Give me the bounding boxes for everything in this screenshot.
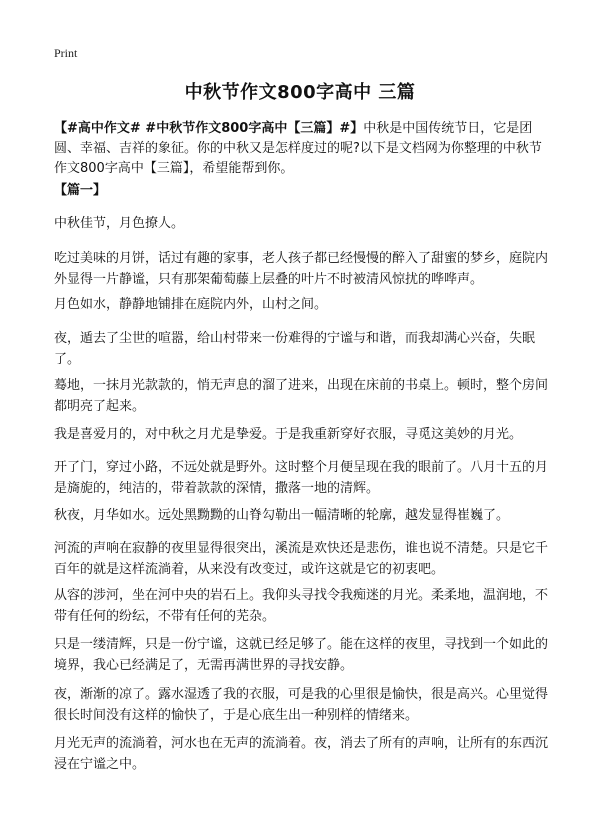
paragraph: 我是喜爱月的，对中秋之月尤是挚爱。于是我重新穿好衣服，寻觅这美妙的月光。: [54, 427, 523, 442]
paragraph: 月色如水，静静地铺排在庭院内外，山村之间。: [54, 297, 328, 312]
paragraph: 夜，遁去了尘世的喧嚣，给山村带来一份难得的宁谧与和谐，而我却满心兴奋，失眠了。: [54, 331, 536, 367]
paragraph: 河流的声响在寂静的夜里显得很突出，溪流是欢快还是悲伤，谁也说不清楚。只是它千百年的就是这样流淌着，从来没有改变过，或许这就是它的初衷吧。: [54, 541, 549, 577]
paragraph: 从容的涉河，坐在河中央的岩石上。我仰头寻找令我痴迷的月光。柔柔地，温润地，不带有任何的纷纭，不带有任何的芜杂。: [54, 588, 549, 624]
document-title: 中秋节作文800字高中 三篇: [184, 82, 416, 103]
paragraph: 秋夜，月华如水。远处黑黝黝的山脊勾勒出一幅清晰的轮廓，越发显得崔巍了。: [54, 508, 510, 523]
paragraph: 月光无声的流淌着，河水也在无声的流淌着。夜，消去了所有的声响，让所有的东西沉浸在宁谧之中。: [54, 736, 549, 772]
paragraph: 开了门，穿过小路，不远处就是野外。这时整个月便呈现在我的眼前了。八月十五的月是旖旎的，纯洁的，带着款款的深情，撒落一地的清辉。: [54, 460, 549, 496]
print-label: Print: [54, 46, 78, 60]
intro-tag: 【#高中作文# #中秋节作文800字高中【三篇】#】: [54, 121, 364, 136]
paragraph: 吃过美味的月饼，话过有趣的家事，老人孩子都已经慢慢的醉入了甜蜜的梦乡，庭院内外显得一片静谧，只有那架葡萄藤上层叠的叶片不时被清风惊扰的哗哗声。: [54, 251, 549, 287]
intro-paragraph: [54, 119, 550, 179]
paragraph: 只是一缕清辉，只是一份宁谧，这就已经足够了。能在这样的夜里，寻找到一个如此的境界，我心已经满足了，无需再满世界的寻找安静。: [54, 637, 549, 673]
intro-text: 中秋是中国传统节日，它是团圆、幸福、吉祥的象征。你的中秋又是怎样度过的呢?以下是文档网为你整理的中秋节作文800字高中【三篇】，希望能帮到你。: [54, 121, 542, 176]
section-heading: 【篇一】: [54, 183, 107, 198]
paragraph: 蓦地，一抹月光款款的，悄无声息的溜了进来，出现在床前的书桌上。顿时，整个房间都明亮了起来。: [54, 378, 549, 414]
paragraph: 夜，渐渐的凉了。露水湿透了我的衣服，可是我的心里很是愉快，很是高兴。心里觉得很长时间没有这样的愉快了，于是心底生出一种别样的情绪来。: [54, 687, 549, 723]
paragraph: 中秋佳节，月色撩人。: [54, 216, 185, 231]
